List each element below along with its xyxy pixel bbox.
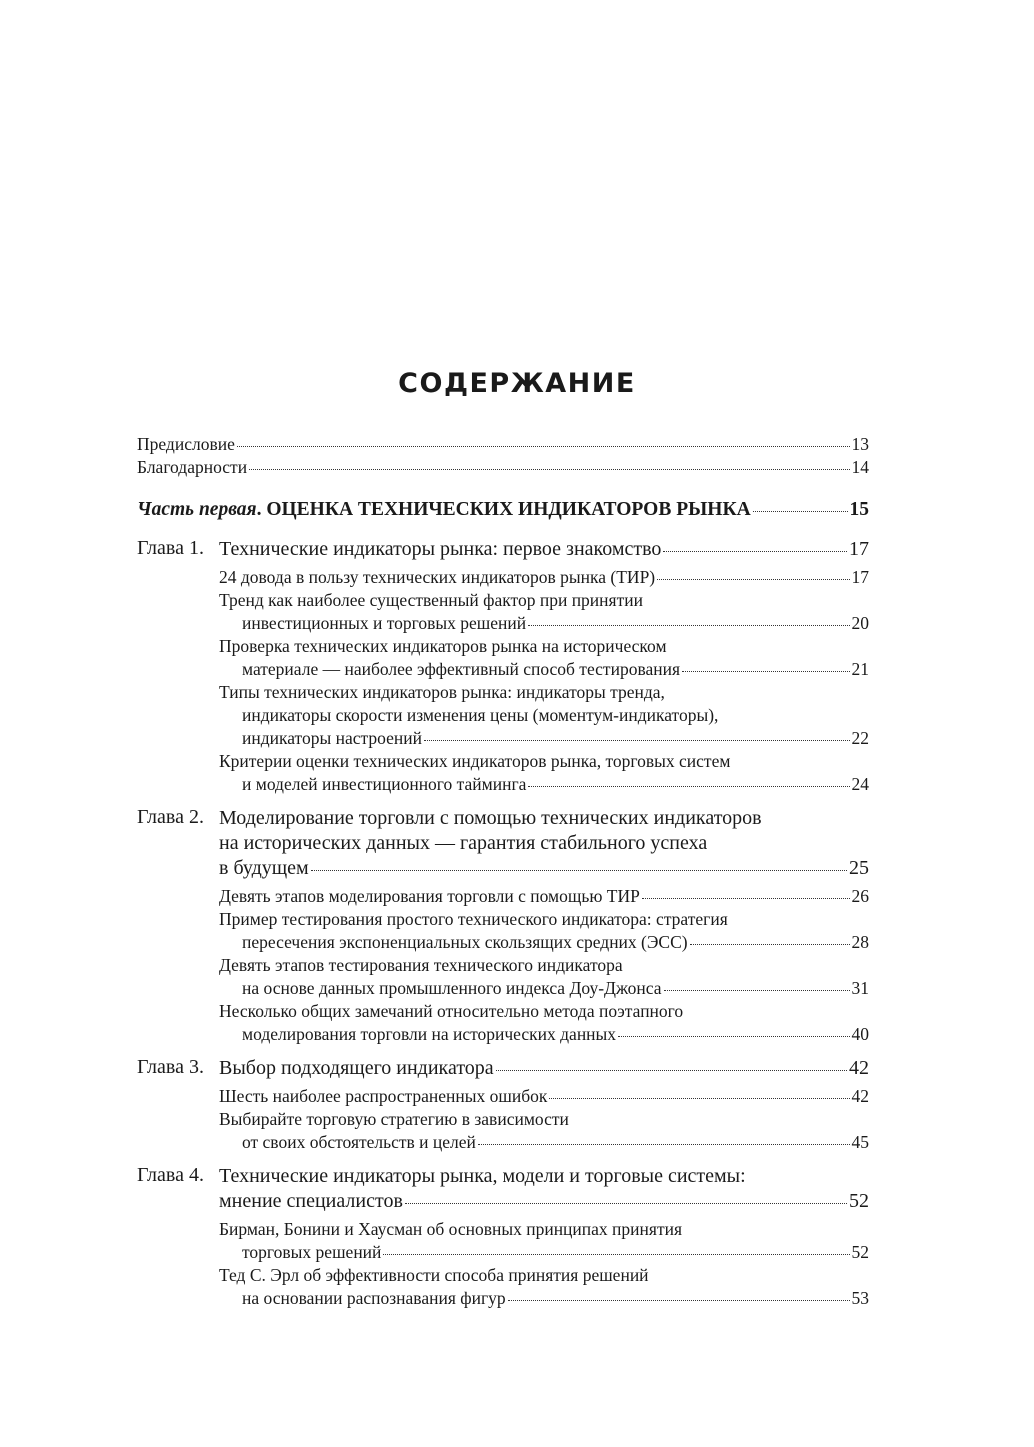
section-entry[interactable]	[137, 1085, 869, 1108]
part-heading[interactable]	[137, 499, 869, 529]
page-number: 52	[849, 1190, 869, 1212]
section-line: Бирман, Бонини и Хаусман об основных принципах принятия	[219, 1219, 683, 1239]
section-line: Тед С. Эрл об эффективности способа принятия решений	[219, 1265, 649, 1285]
page-number: 42	[851, 1086, 869, 1106]
chapter-entry[interactable]	[137, 806, 869, 881]
page-number: 28	[851, 932, 869, 952]
section-line: индикаторы скорости изменения цены (моментум-индикаторы),	[242, 705, 719, 725]
page-title: СОДЕРЖАНИЕ	[398, 368, 636, 399]
chapter-label: Глава 1.	[137, 537, 204, 559]
section-entry[interactable]	[137, 750, 869, 796]
page-number: 42	[849, 1057, 869, 1079]
page-number: 14	[851, 457, 869, 477]
section-line: Проверка технических индикаторов рынка на историческом	[219, 636, 667, 656]
page-number: 31	[851, 978, 869, 998]
chapter-title	[219, 806, 869, 881]
page-number: 13	[851, 434, 869, 454]
page-number: 17	[851, 567, 869, 587]
leader-dots	[383, 1254, 849, 1255]
entry-text: Девять этапов моделирования торговли с помощью ТИР	[219, 886, 640, 906]
leader-dots	[664, 990, 850, 991]
entry-title: Благодарности	[137, 457, 248, 477]
section-entry[interactable]	[137, 1108, 869, 1154]
section-entry[interactable]	[137, 1000, 869, 1046]
entry-title: Предисловие	[137, 434, 235, 454]
section-line: Несколько общих замечаний относительно метода поэтапного	[219, 1001, 684, 1021]
page-number: 17	[849, 538, 869, 560]
page-number: 45	[851, 1132, 869, 1152]
leader-dots	[657, 579, 849, 580]
page-number: 24	[851, 774, 869, 794]
entry-text: на основе данных промышленного индекса Доу-Джонса	[242, 978, 662, 998]
entry-text: пересечения экспоненциальных скользящих средних (ЭСС)	[242, 932, 688, 952]
toc-line-last	[219, 773, 869, 796]
page-number: 52	[851, 1242, 869, 1262]
chapter-title-line: Моделирование торговли с помощью технических индикаторов	[219, 807, 762, 829]
page-number: 15	[849, 499, 869, 520]
toc-line-last	[219, 977, 869, 1000]
page-number: 53	[851, 1288, 869, 1308]
entry-text: торговых решений	[242, 1242, 382, 1262]
chapter-title	[219, 1164, 869, 1214]
section-entry[interactable]	[137, 635, 869, 681]
section-entry[interactable]	[137, 954, 869, 1000]
toc-line-last	[219, 1287, 869, 1310]
section-entry[interactable]	[137, 908, 869, 954]
chapter-title	[219, 537, 869, 562]
chapter-title	[219, 1056, 869, 1081]
toc-line-last	[219, 1189, 869, 1214]
section-line: Пример тестирования простого технического индикатора: стратегия	[219, 909, 728, 929]
leader-dots	[618, 1036, 849, 1037]
chapter-gap	[137, 1046, 869, 1056]
chapter-label: Глава 3.	[137, 1056, 204, 1078]
page-number: 21	[851, 659, 869, 679]
toc-line-last	[219, 1085, 869, 1108]
chapter-gap	[137, 1154, 869, 1164]
leader-dots	[682, 671, 849, 672]
toc-line-last	[219, 1056, 869, 1081]
entry-text: моделирования торговли на исторических данных	[242, 1024, 617, 1044]
page-number: 40	[851, 1024, 869, 1044]
toc-line-last	[219, 566, 869, 589]
entry-text: Технические индикаторы рынка: первое знакомство	[219, 538, 662, 560]
leader-dots	[508, 1300, 850, 1301]
section-entry[interactable]	[137, 589, 869, 635]
toc-entry[interactable]	[137, 434, 869, 457]
leader-dots	[249, 469, 849, 470]
entry-text: Выбор подходящего индикатора	[219, 1057, 494, 1079]
entry-text: в будущем	[219, 857, 309, 879]
leader-dots	[311, 870, 847, 871]
toc-line-last	[219, 612, 869, 635]
leader-dots	[528, 625, 849, 626]
section-line: Выбирайте торговую стратегию в зависимости	[219, 1109, 569, 1129]
chapter-title-line: на исторических данных — гарантия стабильного успеха	[219, 832, 708, 854]
section-line: Девять этапов тестирования технического индикатора	[219, 955, 623, 975]
section-line: Критерии оценки технических индикаторов рынка, торговых систем	[219, 751, 731, 771]
entry-text: индикаторы настроений	[242, 728, 422, 748]
chapter-entry[interactable]	[137, 537, 869, 562]
toc-line-last	[219, 885, 869, 908]
part-title: . ОЦЕНКА ТЕХНИЧЕСКИХ ИНДИКАТОРОВ РЫНКА	[256, 499, 751, 520]
toc-line-last	[219, 1241, 869, 1264]
leader-dots	[753, 511, 848, 512]
leader-dots	[549, 1098, 849, 1099]
toc-line-last	[219, 658, 869, 681]
leader-dots	[424, 740, 850, 741]
toc-line-last	[219, 1023, 869, 1046]
chapter-entry[interactable]	[137, 1056, 869, 1081]
entry-text: 24 довода в пользу технических индикаторов рынка (ТИР)	[219, 567, 656, 587]
entry-text: и моделей инвестиционного тайминга	[242, 774, 527, 794]
part-label: Часть первая	[137, 499, 257, 520]
chapter-gap	[137, 529, 869, 537]
section-entry[interactable]	[137, 1264, 869, 1310]
entry-text: Шесть наиболее распространенных ошибок	[219, 1086, 548, 1106]
section-entry[interactable]	[137, 566, 869, 589]
page-number: 20	[851, 613, 869, 633]
leader-dots	[405, 1203, 847, 1204]
leader-dots	[690, 944, 850, 945]
toc-line-last	[219, 856, 869, 881]
chapter-label: Глава 2.	[137, 806, 204, 828]
leader-dots	[528, 786, 849, 787]
section-line: Типы технических индикаторов рынка: индикаторы тренда,	[219, 682, 665, 702]
section-line: Тренд как наиболее существенный фактор при принятии	[219, 590, 643, 610]
table-of-contents	[137, 434, 869, 1310]
chapter-entry[interactable]	[137, 1164, 869, 1214]
leader-dots	[642, 898, 850, 899]
toc-line-last	[219, 537, 869, 562]
entry-text: на основании распознавания фигур	[242, 1288, 506, 1308]
toc-line-last	[219, 931, 869, 954]
leader-dots	[496, 1070, 847, 1071]
section-entry[interactable]	[137, 885, 869, 908]
leader-dots	[663, 551, 847, 552]
toc-line-last	[219, 727, 869, 750]
page-number: 22	[851, 728, 869, 748]
leader-dots	[478, 1144, 850, 1145]
chapter-gap	[137, 796, 869, 806]
page-number: 25	[849, 857, 869, 879]
chapter-label: Глава 4.	[137, 1164, 204, 1186]
entry-text: от своих обстоятельств и целей	[242, 1132, 476, 1152]
section-entry[interactable]	[137, 1218, 869, 1264]
section-entry[interactable]	[137, 681, 869, 750]
entry-text: мнение специалистов	[219, 1190, 403, 1212]
toc-entry[interactable]	[137, 457, 869, 480]
page-number: 26	[851, 886, 869, 906]
entry-text: инвестиционных и торговых решений	[242, 613, 527, 633]
entry-text: материале — наиболее эффективный способ тестирования	[242, 659, 681, 679]
chapter-title-line: Технические индикаторы рынка, модели и торговые системы:	[219, 1165, 746, 1187]
leader-dots	[237, 446, 850, 447]
toc-line-last	[219, 1131, 869, 1154]
